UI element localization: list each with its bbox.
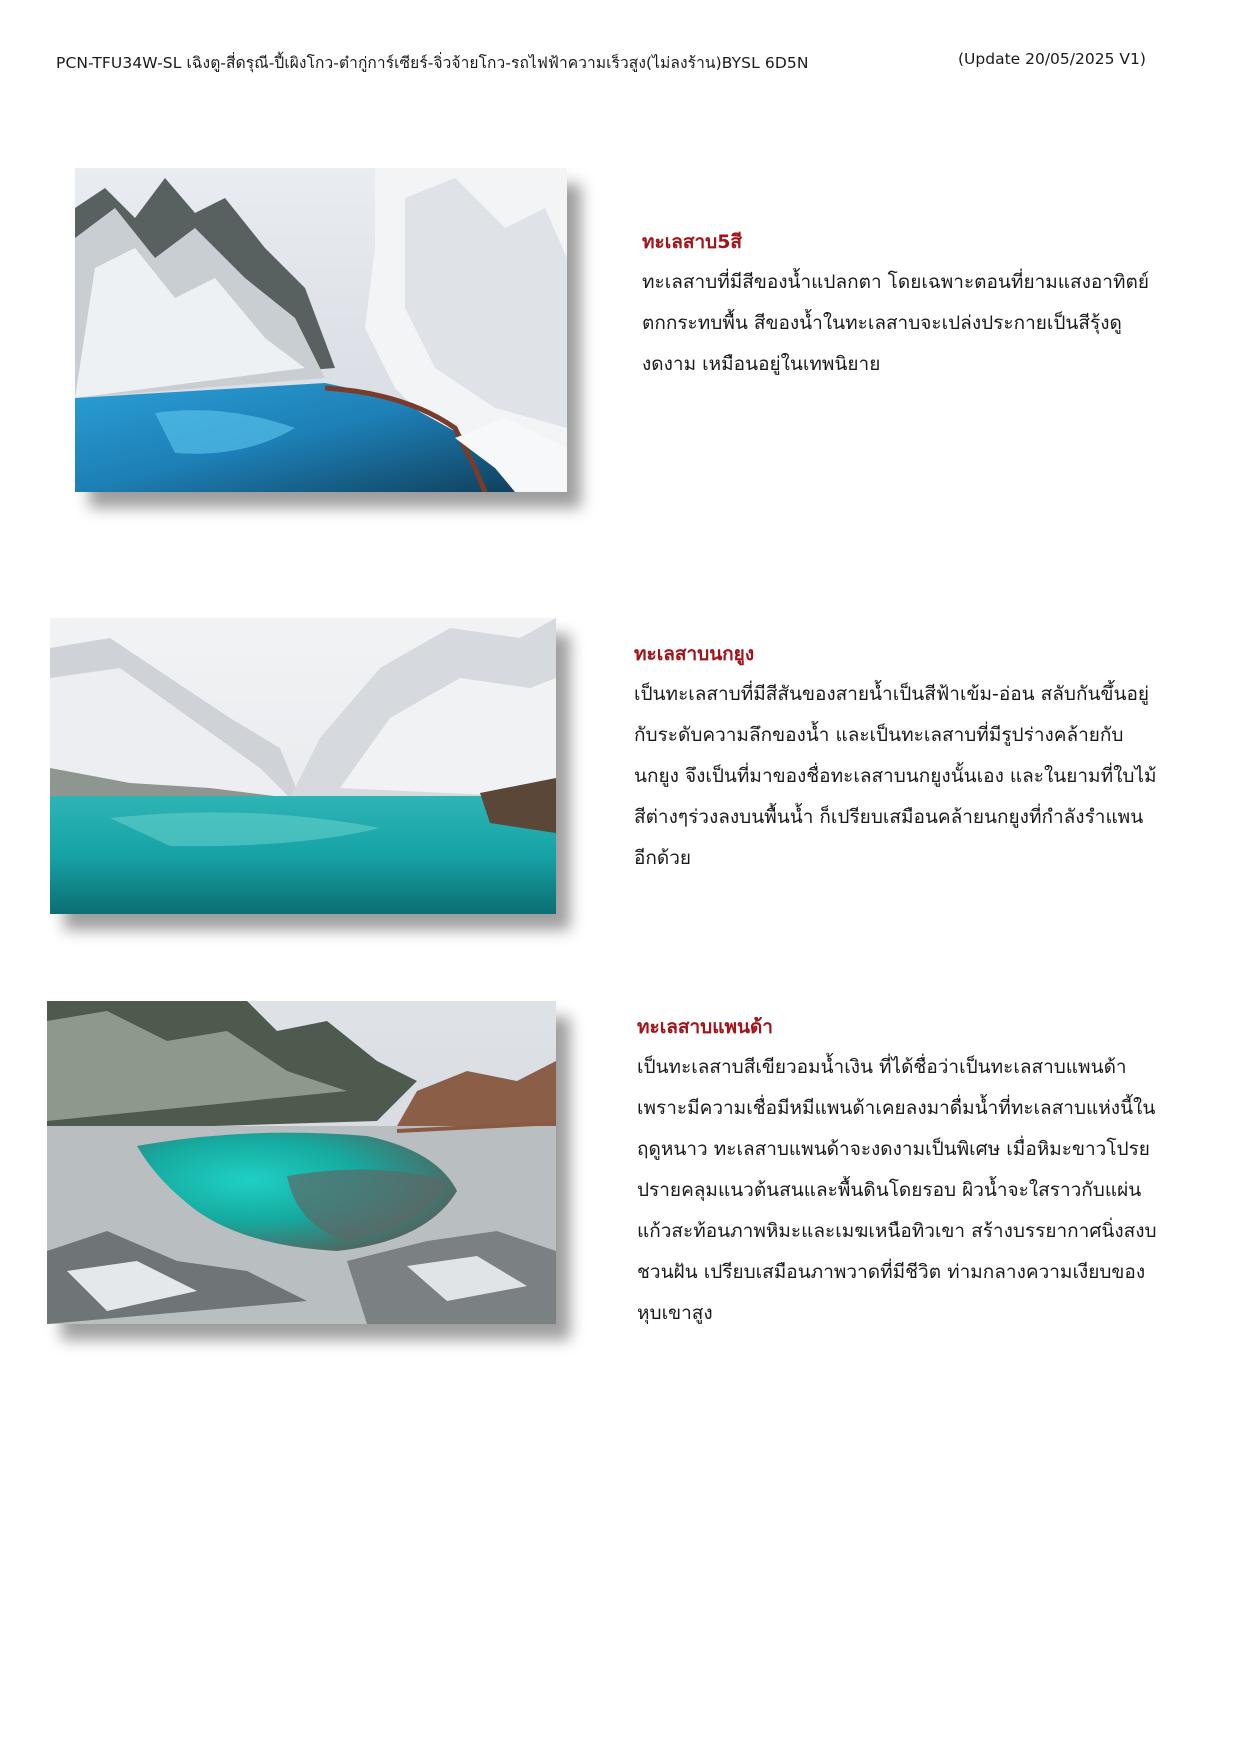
description-line: ตกกระทบพื้น สีของน้ำในทะเลสาบจะเปล่งประกายเป็นสีรุ้งดู bbox=[642, 312, 1122, 334]
description-line: ปรายคลุมแนวต้นสนและพื้นดินโดยรอบ ผิวน้ำจะใสราวกับแผ่น bbox=[637, 1179, 1142, 1201]
section-peacock-lake bbox=[634, 640, 1204, 879]
section-title: ทะเลสาบนกยูง bbox=[634, 643, 755, 665]
section-panda-lake bbox=[637, 1013, 1207, 1334]
description-line: เป็นทะเลสาบสีเขียวอมน้ำเงิน ที่ได้ชื่อว่าเป็นทะเลสาบแพนด้า bbox=[637, 1056, 1127, 1078]
section-description bbox=[634, 674, 1204, 879]
description-line: กับระดับความลึกของน้ำ และเป็นทะเลสาบที่มีรูปร่างคล้ายกับ bbox=[634, 724, 1124, 746]
description-line: สีต่างๆร่วงลงบนพื้นน้ำ ก็เปรียบเสมือนคล้ายนกยูงที่กำลังรำแพน bbox=[634, 806, 1144, 828]
photo-peacock-lake bbox=[50, 618, 556, 914]
description-line: เพราะมีความเชื่อมีหมีแพนด้าเคยลงมาดื่มน้ำที่ทะเลสาบแห่งนี้ใน bbox=[637, 1097, 1156, 1119]
description-line: เป็นทะเลสาบที่มีสีสันของสายน้ำเป็นสีฟ้าเข้ม-อ่อน สลับกันขึ้นอยู่ bbox=[634, 683, 1149, 705]
document-update-date: (Update 20/05/2025 V1) bbox=[958, 50, 1146, 68]
description-line: งดงาม เหมือนอยู่ในเทพนิยาย bbox=[642, 353, 881, 375]
section-title: ทะเลสาบแพนด้า bbox=[637, 1016, 773, 1038]
description-line: นกยูง จึงเป็นที่มาของชื่อทะเลสาบนกยูงนั้นเอง และในยามที่ใบไม้ bbox=[634, 765, 1157, 787]
photo-panda-lake bbox=[47, 1001, 556, 1324]
description-line: ชวนฝัน เปรียบเสมือนภาพวาดที่มีชีวิต ท่ามกลางความเงียบของ bbox=[637, 1261, 1146, 1283]
section-description bbox=[637, 1047, 1207, 1334]
description-line: ฤดูหนาว ทะเลสาบแพนด้าจะงดงามเป็นพิเศษ เมื่อหิมะขาวโปรย bbox=[637, 1138, 1150, 1160]
description-line: อีกด้วย bbox=[634, 847, 692, 869]
description-line: หุบเขาสูง bbox=[637, 1302, 713, 1324]
section-description bbox=[642, 262, 1202, 385]
section-five-color-lake bbox=[642, 228, 1202, 385]
photo-five-color-lake bbox=[75, 168, 567, 492]
description-line: ทะเลสาบที่มีสีของน้ำแปลกตา โดยเฉพาะตอนที่ยามแสงอาทิตย์ bbox=[642, 271, 1149, 293]
document-header-title: PCN-TFU34W-SL เฉิงตู-สี่ดรุณี-ปี้เผิงโกว-ต๋ากู่การ์เซียร์-จิ่วจ้ายโกว-รถไฟฟ้าความเร็วสูง(ไม่ลงร้าน)BYSL 6D5N bbox=[56, 54, 809, 72]
section-title: ทะเลสาบ5สี bbox=[642, 231, 743, 253]
description-line: แก้วสะท้อนภาพหิมะและเมฆเหนือทิวเขา สร้างบรรยากาศนิ่งสงบ bbox=[637, 1220, 1157, 1242]
